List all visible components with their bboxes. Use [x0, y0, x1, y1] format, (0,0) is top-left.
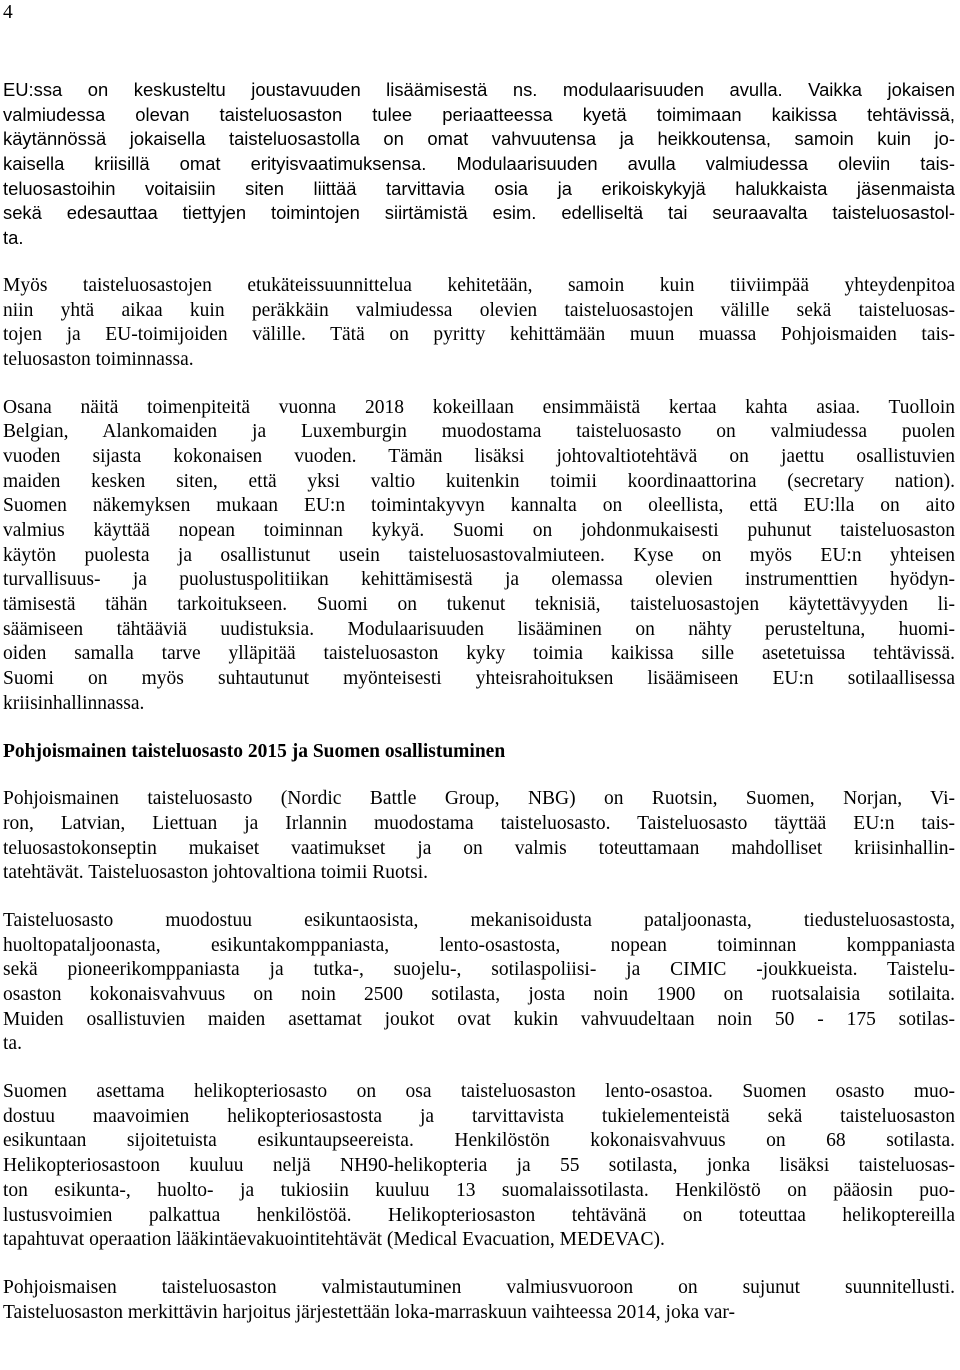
text-line: säämiseen tähtääviä uudistuksia. Modulaarisuuden lisääminen on nähty perusteltuna, huomi-	[3, 618, 955, 640]
text-line: Myös taisteluosastojen etukäteissuunnittelua kehitetään, samoin kuin tiiviimpää yhteydenpitoa	[3, 274, 955, 296]
text-line: tojen ja EU-toimijoiden välille. Tätä on pyritty kehittämään muun muassa Pohjoismaiden tais-	[3, 324, 955, 346]
text-line: tatehtävät. Taisteluosaston johtovaltiona toimii Ruotsi.	[3, 862, 429, 884]
text-line: kriisinhallinnassa.	[3, 692, 145, 714]
text-line: Suomen näkemyksen mukaan EU:n toimintakyvyn kannalta on oleellista, että EU:lla on aito	[3, 495, 955, 517]
text-line: ron, Latvian, Liettuan ja Irlannin muodostama taisteluosasto. Taisteluosasto täyttää EU:n tais-	[3, 812, 955, 834]
paragraph	[3, 787, 955, 886]
text-line: Pohjoismainen taisteluosasto (Nordic Battle Group, NBG) on Ruotsin, Suomen, Norjan, Vi-	[3, 788, 955, 810]
text-line: Suomi on myös suhtautunut myönteisesti yhteisrahoituksen lisäämiseen EU:n sotilaallisessa	[3, 668, 955, 690]
text-line: ta.	[3, 227, 24, 249]
document-body	[3, 78, 955, 1325]
text-line: Muiden osallistuvien maiden asettamat joukot ovat kukin vahvuudeltaan noin 50 - 175 sotilas-	[3, 1008, 955, 1030]
text-line: Helikopteriosastoon kuuluu neljä NH90-helikopteria ja 55 sotilasta, jonka lisäksi taisteluosas-	[3, 1155, 955, 1177]
text-line: osaston kokonaisvahvuus on noin 2500 sotilasta, josta noin 1900 on ruotsalaisia sotilaita.	[3, 984, 955, 1005]
text-line: valmiudessa olevan taisteluosaston tulee periaatteessa kyetä toimimaan kaikissa tehtävissä,	[3, 103, 955, 125]
text-line: dostuu maavoimien helikopteriosastosta ja tarvittavista tukielementeistä sekä taisteluosaston	[3, 1105, 955, 1127]
paragraph-gap	[3, 1253, 955, 1276]
text-line: teluosastoihin voitaisiin siten liittää tarvittavia osia ja erikoiskykyjä halukkaista jäsenmaista	[3, 177, 955, 199]
text-line: käytön puolesta ja osallistunut usein taisteluosastovalmiuteen. Kyse on myös EU:n yhteisen	[3, 544, 955, 566]
text-line: Pohjoismainen taisteluosasto 2015 ja Suomen osallistuminen	[3, 740, 506, 762]
text-line: EU:ssa on keskusteltu joustavuuden lisäämisestä ns. modulaarisuuden avulla. Vaikka jokaisen	[3, 79, 955, 100]
paragraph-gap	[3, 373, 955, 396]
text-line: turvallisuus- ja puolustuspolitiikan kehittämisestä ja olemassa olevien instrumenttien hyödyn-	[3, 569, 955, 591]
text-line: teluosaston toiminnassa.	[3, 348, 194, 370]
text-line: esikuntaan sijoitetuista esikuntaupseereista. Henkilöstön kokonaisvahvuus on 68 sotilasta.	[3, 1130, 955, 1152]
paragraph	[3, 1276, 955, 1325]
text-line: lustusvoimien palkattua henkilöstöä. Helikopteriosaston tehtävänä on toteuttaa helikoptereilla	[3, 1204, 955, 1226]
text-line: Osana näitä toimenpiteitä vuonna 2018 kokeillaan ensimmäistä kertaa kahta asiaa. Tuolloin	[3, 396, 955, 418]
text-line: teluosastokonseptin mukaiset vaatimukset ja on valmis toteuttamaan mahdolliset kriisinhallin-	[3, 837, 955, 859]
paragraph-gap	[3, 886, 955, 909]
text-line: Taisteluosaston merkittävin harjoitus järjestettään loka-marraskuun vaihteessa 2014, joka var-	[3, 1301, 735, 1323]
page-number: 4	[3, 2, 13, 23]
paragraph	[3, 396, 955, 717]
paragraph	[3, 909, 955, 1057]
paragraph-gap	[3, 717, 955, 740]
text-line: ta.	[3, 1033, 22, 1055]
text-line: Taisteluosasto muodostuu esikuntaosista, mekanisoidusta pataljoonasta, tiedusteluosastosta,	[3, 909, 955, 931]
text-line: huoltopataljoonasta, esikuntakomppaniasta, lento-osastosta, nopean toiminnan komppaniasta	[3, 934, 955, 956]
text-line: ton esikunta-, huolto- ja tukiosiin kuuluu 13 suomalaissotilasta. Henkilöstö on pääosin puo-	[3, 1179, 955, 1201]
text-line: maiden kesken siten, että yksi valtio kuitenkin toimii koordinaattorina (secretary nation).	[3, 470, 955, 492]
text-line: sekä edesauttaa tiettyjen toimintojen siirtämistä esim. edelliseltä tai seuraavalta taisteluosastol-	[3, 202, 955, 224]
text-line: tapahtuvat operaation lääkintäevakuointitehtävät (Medical Evacuation, MEDEVAC).	[3, 1229, 665, 1251]
paragraph	[3, 274, 955, 373]
text-line: vuoden sijasta kokonaisen vuoden. Tämän lisäksi johtovaltiotehtävä on jaettu osallistuvien	[3, 445, 955, 467]
text-line: tämisestä tähän tarkoitukseen. Suomi on tukenut teknisiä, taisteluosastojen käytettävyyden li-	[3, 594, 955, 616]
text-line: niin yhtä aikaa kuin peräkkäin valmiudessa olevien taisteluosastojen välille sekä taisteluosas-	[3, 299, 955, 321]
paragraph-gap	[3, 764, 955, 787]
section-heading	[3, 740, 955, 765]
text-line: käytännössä jokaisella taisteluosastolla on omat vahvuutensa ja heikkoutensa, samoin kuin jo-	[3, 128, 955, 150]
paragraph	[3, 1080, 955, 1253]
text-line: sekä pioneerikomppaniasta ja tutka-, suojelu-, sotilaspoliisi- ja CIMIC -joukkueista. Taistelu-	[3, 959, 955, 981]
text-line: valmius käyttää nopean toiminnan kykyä. Suomi on johdonmukaisesti puhunut taisteluosaston	[3, 520, 955, 541]
text-line: Pohjoismaisen taisteluosaston valmistautuminen valmiusvuoroon on sujunut suunnitellusti.	[3, 1276, 955, 1298]
text-line: Suomen asettama helikopteriosasto on osa taisteluosaston lento-osastoa. Suomen osasto muo-	[3, 1081, 955, 1103]
paragraph-gap	[3, 251, 955, 274]
text-line: kaisella kriisillä omat erityisvaatimuksensa. Modulaarisuuden avulla valmiudessa oleviin tais-	[3, 153, 955, 175]
text-line: oiden samalla tarve ylläpitää taisteluosaston kyky toimia kaikissa sille asetetuissa tehtävissä.	[3, 643, 955, 665]
paragraph	[3, 78, 955, 251]
paragraph-gap	[3, 1057, 955, 1080]
text-line: Belgian, Alankomaiden ja Luxemburgin muodostama taisteluosasto on valmiudessa puolen	[3, 421, 955, 443]
